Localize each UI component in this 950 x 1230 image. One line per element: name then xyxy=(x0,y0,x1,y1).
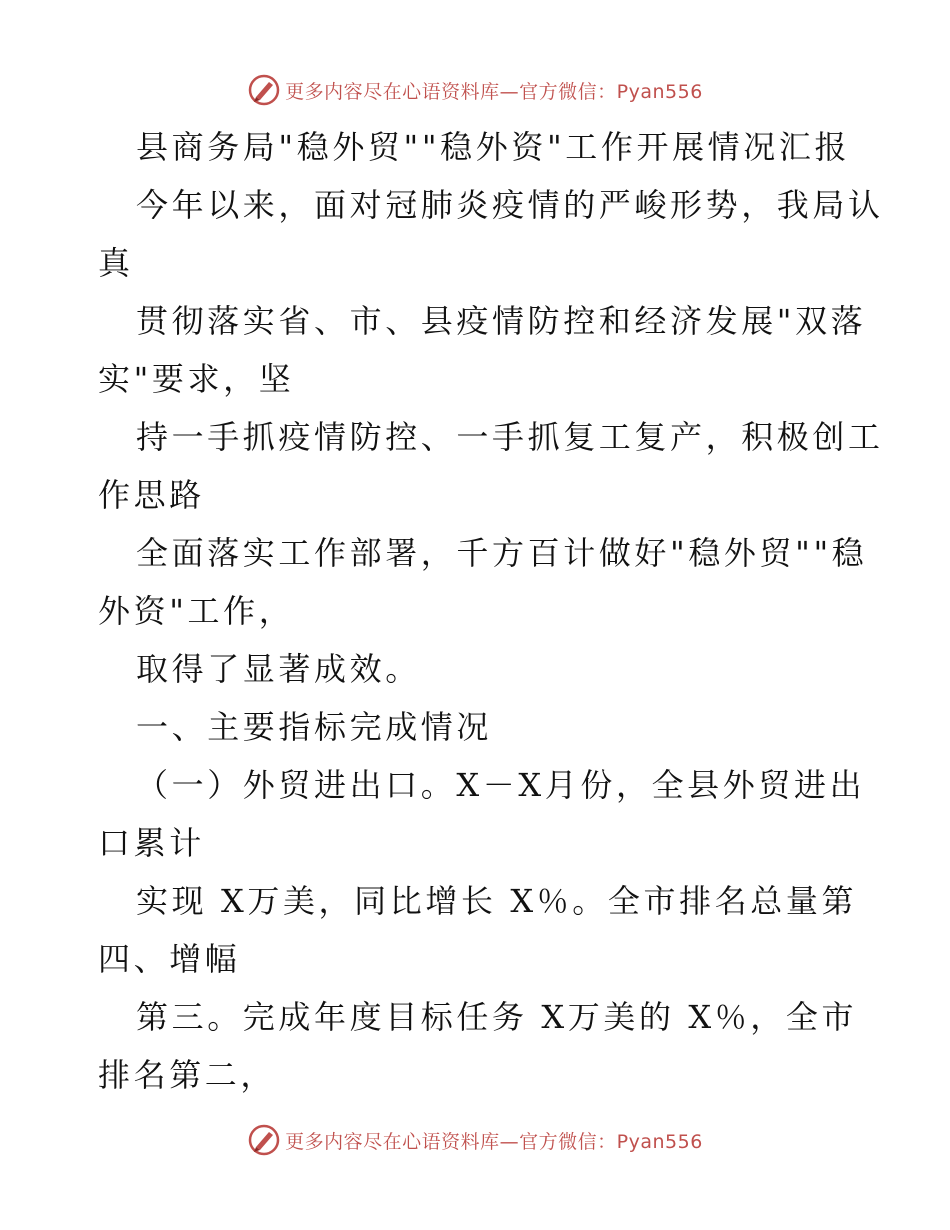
text-line: 外资"工作， xyxy=(98,592,295,630)
watermark-text: 更多内容尽在心语资料库—官方微信：Pyan556 xyxy=(285,1130,703,1153)
watermark-text: 更多内容尽在心语资料库—官方微信：Pyan556 xyxy=(285,80,703,103)
text-line: 口累计 xyxy=(98,824,205,862)
watermark-header xyxy=(0,70,950,110)
text-line: 持一手抓疫情防控、一手抓复工复产，积极创工 xyxy=(136,418,884,456)
text-line: 作思路 xyxy=(98,476,205,514)
text-line: 第三。完成年度目标任务 X万美的 X％，全市 xyxy=(136,998,858,1036)
text-line: 县商务局"稳外贸""稳外资"工作开展情况汇报 xyxy=(136,128,851,166)
text-line: 排名第二， xyxy=(98,1056,277,1094)
text-line: 取得了显著成效。 xyxy=(136,650,421,688)
text-line: 今年以来，面对冠肺炎疫情的严峻形势，我局认 xyxy=(136,186,884,224)
document-body xyxy=(98,118,884,1104)
text-line: （一）外贸进出口。X－X月份，全县外贸进出 xyxy=(136,766,866,804)
text-line: 实"要求，坚 xyxy=(98,360,295,398)
pen-logo-icon xyxy=(247,1123,281,1157)
text-line: 贯彻落实省、市、县疫情防控和经济发展"双落 xyxy=(136,302,867,340)
text-line: 一、主要指标完成情况 xyxy=(136,708,493,746)
text-line: 四、增幅 xyxy=(98,940,241,978)
text-line: 真 xyxy=(98,244,134,282)
pen-logo-icon xyxy=(247,73,281,107)
text-line: 实现 X万美，同比增长 X％。全市排名总量第 xyxy=(136,882,858,920)
text-line: 全面落实工作部署，千方百计做好"稳外贸""稳 xyxy=(136,534,868,572)
watermark-footer xyxy=(0,1120,950,1160)
